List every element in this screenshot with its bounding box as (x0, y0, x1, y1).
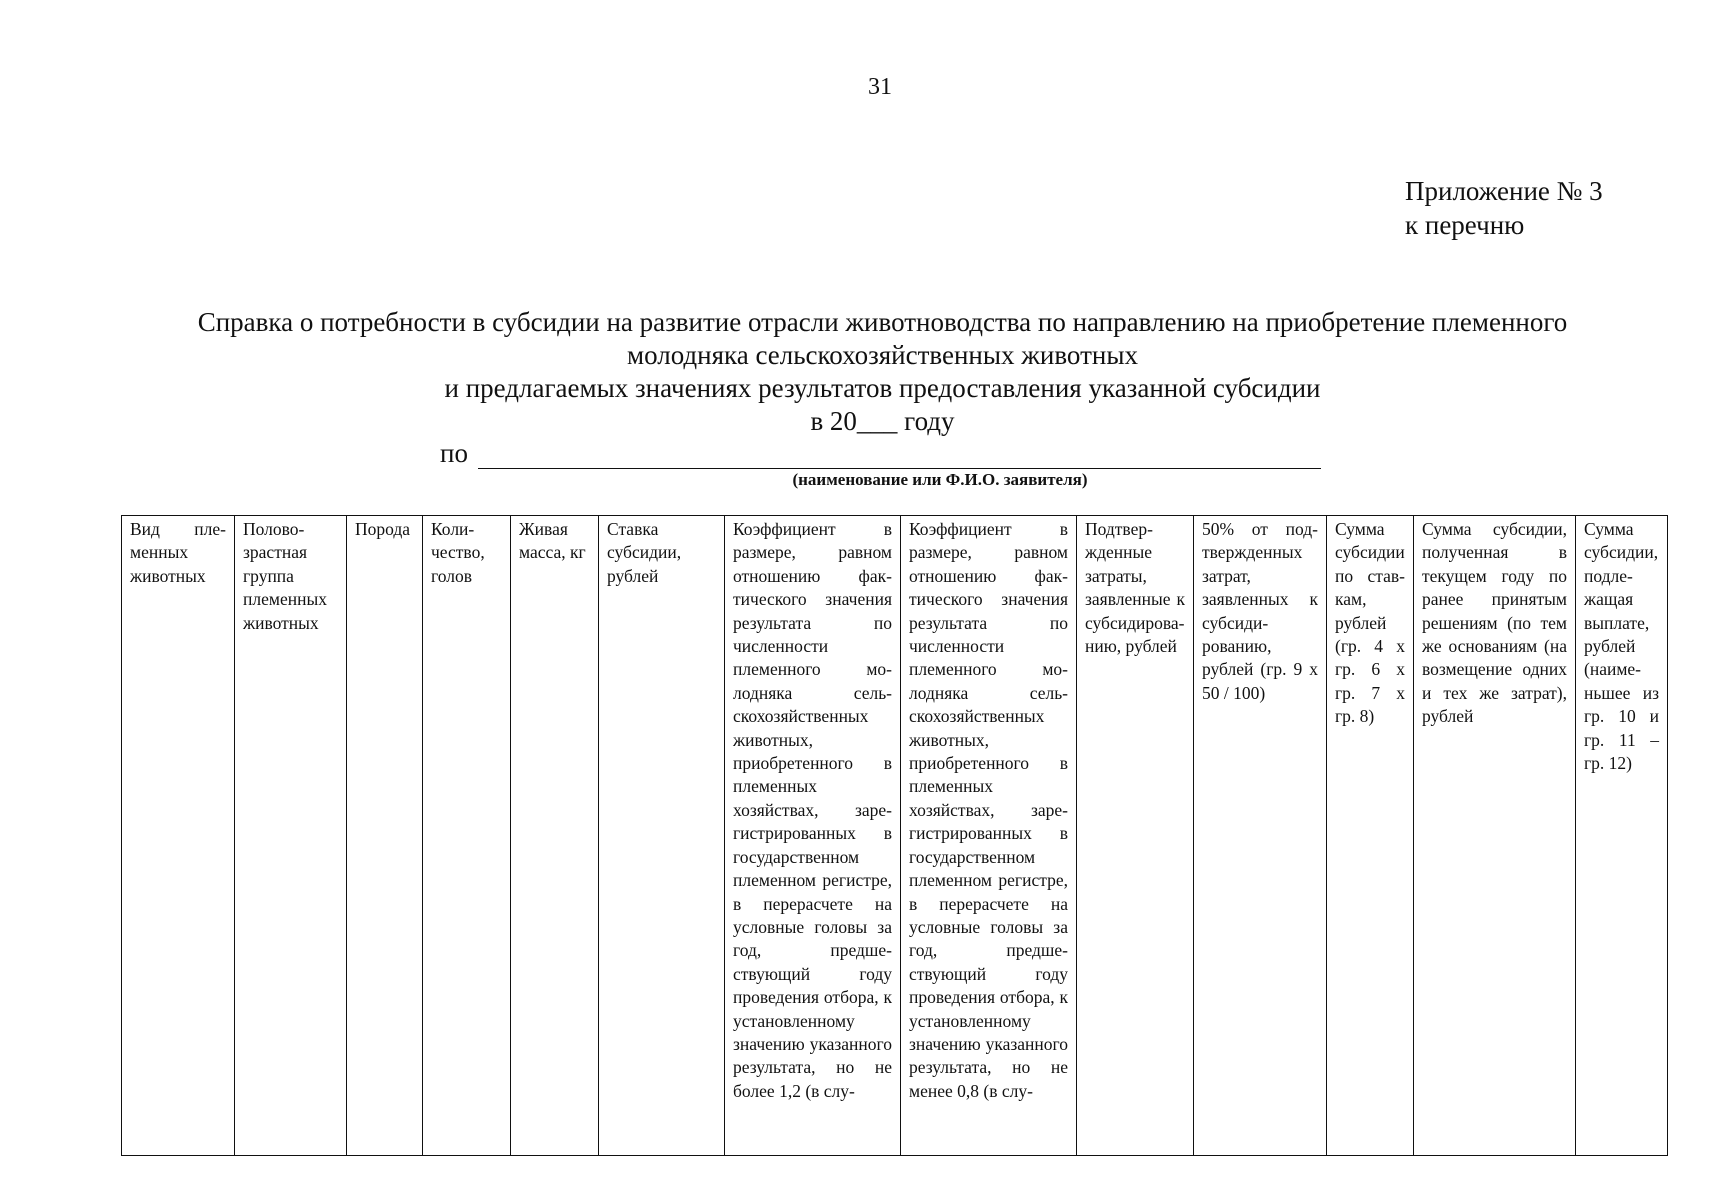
header-cell-2: Половозрастная группа племенных животных (235, 516, 347, 1156)
header-cell-5: Живая масса, кг (511, 516, 599, 1156)
applicant-blank-field[interactable] (478, 442, 1321, 469)
header-cell-9: Подтвержденные затраты, заявленные к субсидированию, рублей (1077, 516, 1194, 1156)
title-line-4: в 20___ году (810, 406, 955, 436)
header-cell-1: Вид племенных животных (122, 516, 235, 1156)
header-cell-6: Ставка субсидии, рублей (599, 516, 725, 1156)
appendix-note (1405, 174, 1603, 242)
document-title (0, 306, 1726, 438)
title-line-1: Справка о потребности в субсидии на развитие отрасли животноводства по направлению на приобретение племенного (197, 307, 1568, 337)
header-cell-12: Сумма субсидии, полученная в текущем году по ранее принятым решениям (по тем же основаниям (на возмещение одних и тех же затрат), рублей (1414, 516, 1576, 1156)
title-line-3: и предлагаемых значениях результатов предоставления указанной субсидии (444, 373, 1321, 403)
appendix-line-2: к перечню (1405, 210, 1525, 240)
page-number: 31 (868, 74, 892, 100)
applicant-caption: (наименование или Ф.И.О. заявителя) (792, 470, 1088, 489)
applicant-line (440, 438, 1321, 469)
appendix-line-1: Приложение № 3 (1405, 176, 1603, 206)
title-line-2: молодняка сельскохозяйственных животных (627, 340, 1138, 370)
po-label: по (440, 438, 468, 468)
header-cell-10: 50% от подтвержденных затрат, заявленных к субсидированию, рублей (гр. 9 x 50 / 100) (1194, 516, 1327, 1156)
subsidy-table (121, 515, 1668, 1156)
header-cell-8: Коэффициент в размере, равном отношению фактического значения результата по численности племенного молодняка сельскохозяйственных животных, приобретенного в племенных хозяйствах, зарегистрированных в государственном племенном регистре, в перерасчете на условные головы за год, предшествующий году проведения отбора, к установленному значению указанного результата, но не менее 0,8 (в слу- (901, 516, 1077, 1156)
header-cell-3: Порода (347, 516, 423, 1156)
header-row (122, 516, 1668, 1156)
header-cell-11: Сумма субсидии по ставкам, рублей (гр. 4 x гр. 6 x гр. 7 x гр. 8) (1327, 516, 1414, 1156)
header-cell-13: Сумма субсидии, подлежащая выплате, рублей (наименьшее из гр. 10 и гр. 11 – гр. 12) (1576, 516, 1668, 1156)
header-cell-4: Количество, голов (423, 516, 511, 1156)
header-cell-7: Коэффициент в размере, равном отношению фактического значения результата по численности племенного молодняка сельскохозяйственных животных, приобретенного в племенных хозяйствах, зарегистрированных в государственном племенном регистре, в перерасчете на условные головы за год, предшествующий году проведения отбора, к установленному значению указанного результата, но не более 1,2 (в слу- (725, 516, 901, 1156)
